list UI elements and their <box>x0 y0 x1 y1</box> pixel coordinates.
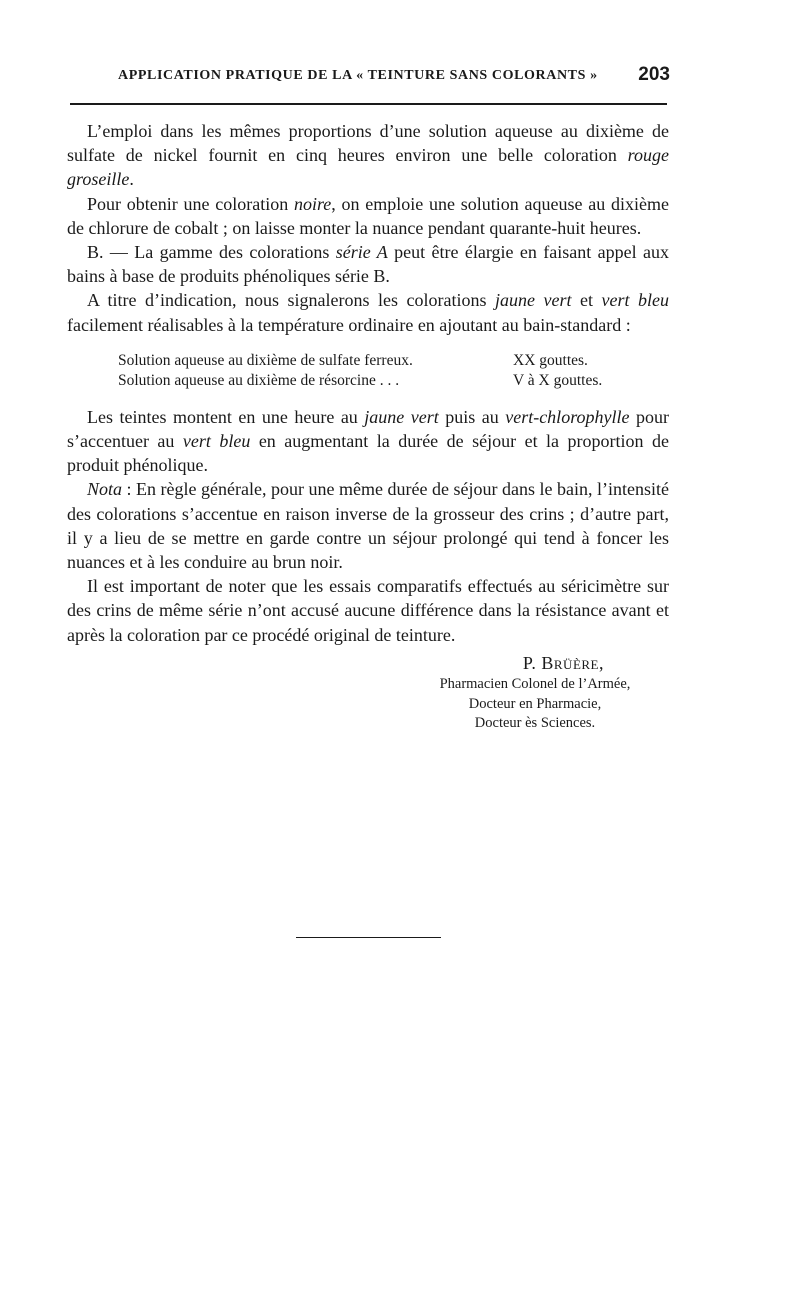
paragraph-teintes: Les teintes montent en une heure au jaune vert puis au vert-chlorophylle pour s’accentuer au vert bleu en augmentant la durée de séjour et la proportion de produit phénolique. <box>67 406 669 476</box>
running-title: APPLICATION PRATIQUE DE LA « TEINTURE SANS COLORANTS » <box>118 68 598 83</box>
paragraph-indication: A titre d’indication, nous signalerons les colorations jaune vert et vert bleu facilement réalisables à la température ordinaire en ajoutant au bain-standard : <box>67 290 669 335</box>
solution-label: Solution aqueuse au dixième de sulfate ferreux. <box>118 351 413 369</box>
author-name: Brüère, <box>541 652 604 673</box>
author-initial: P. <box>522 652 537 673</box>
credential-line: Docteur ès Sciences. <box>474 715 596 732</box>
solution-row <box>118 371 669 391</box>
paragraph-nota: Nota : En règle générale, pour une même durée de séjour dans le bain, l’intensité des colorations s’accentue en raison inverse de la grosseur des crins ; d’autre part, il y a lieu de se mettre en garde contre un séjour prolongé qui tend à foncer les nuances et à les conduire au brun noir. <box>67 479 669 573</box>
solutions-list <box>118 351 669 391</box>
solution-amount: V à X gouttes. <box>513 371 603 389</box>
solution-row <box>118 351 669 371</box>
solution-amount: XX gouttes. <box>513 351 588 369</box>
page-number: 203 <box>638 64 670 85</box>
paragraph-serie-b: B. — La gamme des colorations série A peut être élargie en faisant appel aux bains à base de produits phénoliques série B. <box>67 242 669 287</box>
end-rule <box>296 937 441 938</box>
solution-label: Solution aqueuse au dixième de résorcine . . . <box>118 371 400 389</box>
paragraph-nickel: L’emploi dans les mêmes proportions d’une solution aqueuse au dixième de sulfate de nickel fournit en cinq heures environ une belle coloration rouge groseille. <box>67 121 669 190</box>
credential-line: Pharmacien Colonel de l’Armée, <box>439 676 631 693</box>
paragraph-sericimetre: Il est important de noter que les essais comparatifs effectués au séricimètre sur des crins de même série n’ont accusé aucune différence dans la résistance avant et après la coloration par ce procédé original de teinture. <box>67 576 669 645</box>
header-rule <box>70 103 667 105</box>
credential-line: Docteur en Pharmacie, <box>468 695 602 712</box>
paragraph-cobalt: Pour obtenir une coloration noire, on emploie une solution aqueuse au dixième de chlorure de cobalt ; on laisse monter la nuance pendant quarante-huit heures. <box>67 193 669 238</box>
author-signature <box>67 651 669 675</box>
running-header <box>118 64 670 85</box>
article-body <box>67 119 669 734</box>
author-credentials <box>404 675 666 734</box>
